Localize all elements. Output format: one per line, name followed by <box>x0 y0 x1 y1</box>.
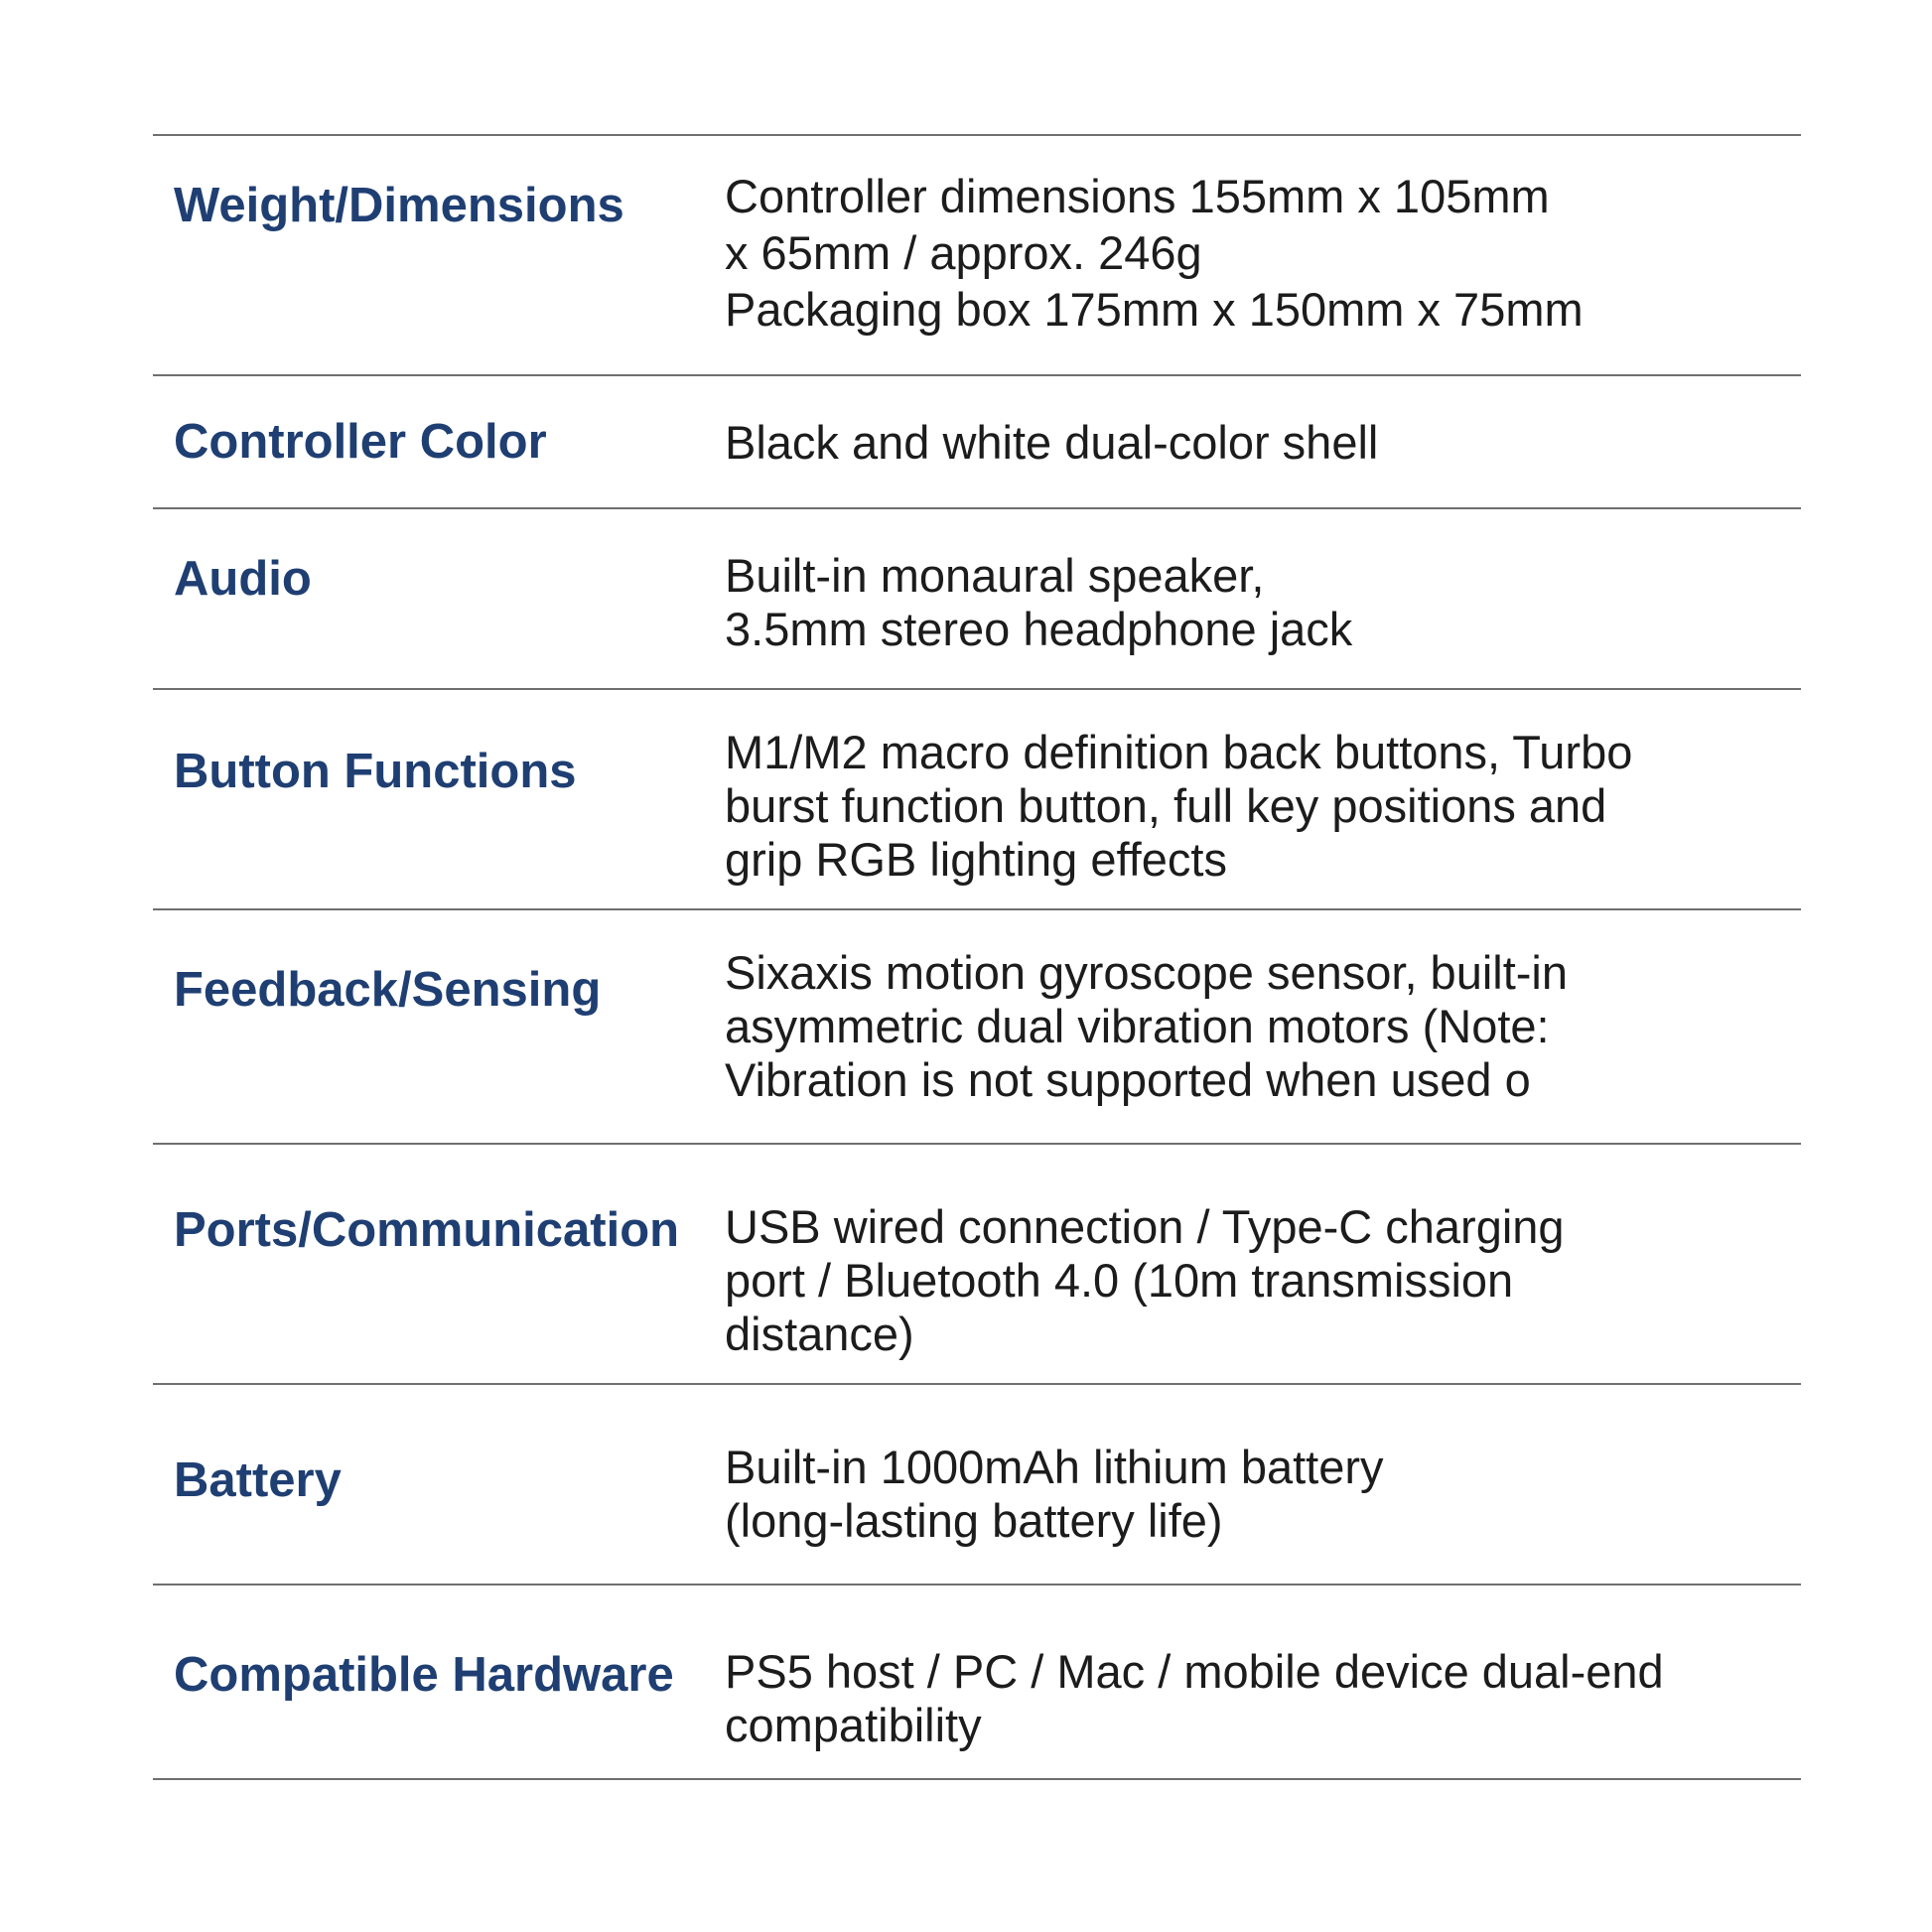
spec-label: Weight/Dimensions <box>174 179 624 232</box>
spec-value: PS5 host / PC / Mac / mobile device dual-end compatibility <box>725 1645 1664 1751</box>
spec-value: USB wired connection / Type-C charging port / Bluetooth 4.0 (10m transmission distance) <box>725 1200 1565 1360</box>
spec-value: Built-in 1000mAh lithium battery (long-lasting battery life) <box>725 1441 1384 1547</box>
spec-row-battery <box>153 1385 1801 1586</box>
spec-row-audio <box>153 509 1801 690</box>
spec-label: Ports/Communication <box>174 1203 680 1257</box>
spec-label: Controller Color <box>174 415 547 469</box>
spec-row-button-functions <box>153 690 1801 910</box>
spec-row-weight-dimensions <box>153 136 1801 376</box>
spec-row-ports-communication <box>153 1145 1801 1385</box>
spec-value: Built-in monaural speaker, 3.5mm stereo headphone jack <box>725 549 1353 655</box>
spec-label: Button Functions <box>174 745 577 798</box>
spec-value: M1/M2 macro definition back buttons, Turbo burst function button, full key positions and grip RGB lighting effects <box>725 726 1633 886</box>
spec-row-feedback-sensing <box>153 910 1801 1145</box>
spec-row-compatible-hardware <box>153 1586 1801 1780</box>
spec-label: Feedback/Sensing <box>174 963 602 1017</box>
spec-value: Black and white dual-color shell <box>725 416 1379 469</box>
spec-value: Controller dimensions 155mm x 105mm x 65mm / approx. 246g Packaging box 175mm x 150mm x 75mm <box>725 170 1584 336</box>
spec-label: Audio <box>174 552 312 606</box>
spec-label: Compatible Hardware <box>174 1648 674 1702</box>
spec-table <box>153 134 1801 1780</box>
spec-label: Battery <box>174 1453 342 1507</box>
spec-row-controller-color <box>153 376 1801 509</box>
spec-value: Sixaxis motion gyroscope sensor, built-in asymmetric dual vibration motors (Note: Vibration is not supported when used o <box>725 946 1569 1106</box>
